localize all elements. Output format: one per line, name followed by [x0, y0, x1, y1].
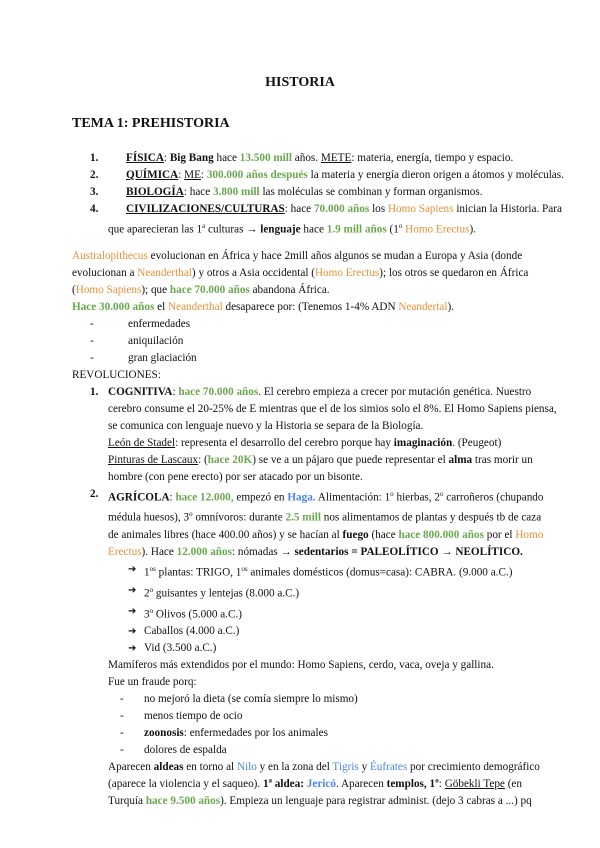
text: las moléculas se combinan y forman organismos. [259, 186, 483, 198]
text: ). [447, 300, 454, 313]
place-name: Tigris [332, 761, 359, 774]
text: nos alimentamos de plantas y después tb de caza [320, 512, 542, 525]
text: sedentarios = PALEOLÍTICO → NEOLÍTICO. [294, 546, 523, 559]
text: : ( [198, 453, 208, 466]
arrow-right-icon: ➔ [128, 626, 137, 638]
species-name: Homo Erectus [405, 223, 470, 236]
list-item [72, 725, 542, 742]
text: ( [72, 283, 76, 296]
text: : materia, energía, tiempo y espacio. [351, 152, 514, 164]
dash-bullet: - [120, 710, 124, 723]
text: culturas → [205, 223, 261, 236]
text: menos tiempo de ocio [144, 710, 243, 723]
text: años. [291, 152, 321, 164]
list-item [72, 150, 542, 167]
text: enfermedades [128, 317, 191, 330]
text: en torno al [183, 761, 237, 774]
paragraph-line [72, 506, 542, 527]
text: guisantes y lentejas (8.000 a.C.) [153, 587, 300, 600]
species-name: Neanderthal [137, 266, 192, 279]
document-body [72, 150, 564, 810]
text: Vid (3.500 a.C.) [144, 642, 217, 655]
text: o [149, 585, 154, 594]
text: omnívoros: durante [192, 512, 286, 525]
text: Göbekli Tepe [444, 778, 505, 791]
section-label: REVOLUCIONES: [72, 368, 161, 381]
paragraph-line [72, 282, 542, 299]
list-item [72, 384, 542, 401]
highlight-date: hace 20K [207, 453, 253, 466]
page-title: HISTORIA [265, 75, 335, 90]
text: lenguaje [260, 223, 301, 236]
arrow-list-item [72, 640, 542, 657]
text: : [169, 491, 176, 504]
text: 2 [144, 587, 150, 600]
place-name: Jericó [306, 778, 336, 791]
paragraph-line: Fue un fraude porq: [108, 676, 197, 689]
text: y [358, 761, 370, 774]
text: no mejoró la dieta (se comía siempre lo mismo) [144, 693, 358, 706]
text: animales domésticos (domus=casa): CABRA. (9.000 a.C.) [247, 566, 513, 579]
text: : [178, 169, 185, 181]
highlight-date: hace 70.000 años [169, 283, 250, 296]
arrow-list-item [72, 623, 542, 640]
paragraph-line: cerebro consume el 20-25% de E mientras que el de los simios solo el 8%. El Homo Sapiens piensa, [108, 402, 557, 415]
highlight-date: 3.800 mill [213, 186, 260, 198]
arrow-list-item [72, 561, 542, 582]
text: . El cerebro empieza a crecer por mutación genética. Nuestro [258, 385, 532, 398]
arrow-right-icon: ➔ [128, 564, 137, 576]
text: 1ª aldea: [263, 778, 304, 791]
text: (hace [368, 529, 399, 542]
text: tras morir un [472, 453, 533, 466]
place-name: Haga [287, 491, 313, 504]
highlight-date: 300.000 años después [206, 169, 308, 181]
dash-bullet: - [120, 744, 124, 757]
highlight-date: hace 70.000 años [178, 385, 259, 398]
text: desaparece por: (Tenemos 1-4% ADN [222, 300, 399, 313]
item-number: 4. [90, 203, 99, 215]
text: (aparece la violencia y el saqueo). [108, 778, 263, 791]
species-name: Neanderthal [168, 300, 223, 313]
paragraph-line [72, 265, 542, 282]
text: ). Hace [141, 546, 177, 559]
species-name: Neandertal [398, 300, 448, 313]
text: por crecimiento demográfico [407, 761, 540, 774]
text: : hace [183, 186, 214, 198]
text: : [163, 152, 170, 164]
species-name: Australopithecus [72, 249, 148, 262]
highlight-date: 2.5 mill [285, 512, 321, 525]
species-name: Homo [515, 529, 544, 542]
list-item [72, 708, 542, 725]
section-heading: TEMA 1: PREHISTORIA [72, 116, 230, 131]
dash-bullet: - [90, 334, 94, 347]
text: aldeas [153, 761, 184, 774]
list-item [72, 486, 542, 507]
text: : hace [284, 203, 314, 215]
place-name: Nilo [236, 761, 257, 774]
text: ); los otros se quedaron en África [379, 266, 529, 279]
text: . Aparecen [335, 778, 387, 791]
text: . (Peugeot) [452, 436, 502, 449]
arrow-right-icon: ➔ [128, 584, 137, 596]
text: aniquilación [128, 334, 184, 347]
item-number: 1. [90, 385, 99, 398]
text: los [369, 203, 388, 215]
text: Caballos (4.000 a.C.) [144, 625, 240, 638]
text: (1 [386, 223, 399, 236]
text: dolores de espalda [144, 744, 227, 757]
text: abandona África. [249, 283, 330, 296]
text: inician la Historia. Para [453, 203, 562, 215]
text: hace [300, 223, 327, 236]
text: ). Empieza un lenguaje para registrar administ. (dejo 3 cabras a ...) pq [220, 795, 532, 808]
text: a [202, 222, 206, 230]
item-label: BIOLOGÍA [126, 186, 184, 198]
item-number: 2. [90, 487, 99, 500]
item-number: 1. [90, 152, 99, 164]
text: carroñeros (chupando [443, 491, 544, 504]
highlight-date: hace 800.000 años [398, 529, 484, 542]
list-item [72, 201, 562, 218]
arrow-right-icon: ➔ [128, 605, 137, 617]
paragraph-line: se comunica con lenguaje nuevo y la Historia se separa de la Biología. [108, 419, 424, 432]
paragraph-line: hombre (con pene erecto) por ser atacado por un bisonte. [108, 470, 363, 483]
list-item [72, 350, 542, 367]
text: o [439, 489, 444, 498]
dash-bullet: - [90, 317, 94, 330]
list-item [72, 691, 542, 708]
species-name: Homo Erectus [314, 266, 380, 279]
arrow-list-item [72, 582, 542, 603]
text: fuego [342, 529, 369, 542]
paragraph-line [72, 248, 542, 265]
text: . Alimentación: 1 [312, 491, 391, 504]
text: o [390, 489, 394, 498]
text: o [398, 222, 403, 230]
text: o [189, 510, 193, 519]
text: ME [184, 169, 201, 181]
text: empezó en [233, 491, 288, 504]
text: 3 [144, 608, 150, 621]
text: ) y otros a Asia occidental ( [191, 266, 315, 279]
text: evolucionan en África y hace 2mill años algunos se mudan a Europa y Asia (donde [147, 249, 523, 262]
text: la materia y energía dieron origen a átomos y moléculas. [307, 169, 564, 181]
text: : nómadas → [231, 546, 295, 559]
text: o [149, 606, 154, 615]
text: que aparecieran las 1 [108, 223, 203, 236]
arrow-list-item [72, 603, 542, 624]
paragraph-line: Mamíferos más extendidos por el mundo: Homo Sapiens, cerdo, vaca, oveja y gallina. [108, 659, 494, 672]
paragraph-line [72, 435, 542, 452]
item-label: FÍSICA [126, 152, 164, 164]
dash-bullet: - [120, 693, 124, 706]
place-name: Éufrates [369, 761, 408, 774]
text: evolucionan a [72, 266, 138, 279]
text: os [149, 565, 156, 574]
text: ) se ve a un pájaro que puede representar el [252, 453, 449, 466]
list-item [72, 316, 542, 333]
highlight-date: 1.9 mill años [326, 223, 387, 236]
list-item-continuation [72, 218, 542, 239]
highlight-date: 70.000 años [313, 203, 370, 215]
text: el [154, 300, 169, 313]
paragraph-line [72, 759, 542, 776]
text: : [438, 778, 445, 791]
text: : representa el desarrollo del cerebro porque hay [175, 436, 394, 449]
highlight-date: Hace 30.000 años [72, 300, 155, 313]
paragraph-line [72, 544, 542, 561]
highlight-date: 12.000 años [176, 546, 232, 559]
text: 1 [144, 566, 150, 579]
dash-bullet: - [90, 351, 94, 364]
highlight-date: 13.500 mill [239, 152, 292, 164]
paragraph-line [72, 776, 542, 793]
text: Olivos (5.000 a.C.) [153, 608, 242, 621]
text: ). [469, 223, 476, 236]
list-item [72, 167, 564, 184]
text: (en [504, 778, 522, 791]
text: alma [448, 453, 473, 466]
text: Turquía [108, 795, 146, 808]
text: ); que [141, 283, 170, 296]
text: METE [320, 152, 352, 164]
item-number: 3. [90, 186, 99, 198]
species-name: Homo Sapiens [75, 283, 142, 296]
list-item [72, 184, 542, 201]
item-label: CIVILIZACIONES/CULTURAS [126, 203, 285, 215]
text: os [241, 565, 248, 574]
arrow-right-icon: ➔ [128, 643, 137, 655]
paragraph-line [72, 452, 542, 469]
item-number: 2. [90, 169, 99, 181]
dash-bullet: - [120, 727, 124, 740]
list-item [72, 742, 542, 759]
text: : [172, 385, 179, 398]
text: y en la zona del [256, 761, 333, 774]
text: Aparecen [108, 761, 154, 774]
text: Pinturas de Lascaux [108, 453, 199, 466]
text: : enfermedades por los animales [183, 727, 328, 740]
item-label: COGNITIVA [108, 385, 173, 398]
item-label: AGRÍCOLA [108, 491, 170, 504]
text: médula huesos), 3 [108, 512, 190, 525]
species-name: Homo Sapiens [387, 203, 454, 215]
text: templos, 1º [386, 778, 439, 791]
species-name: Erectus [108, 546, 142, 559]
text: por el [483, 529, 516, 542]
text: : [200, 169, 207, 181]
text: hace [213, 152, 240, 164]
paragraph-line [72, 299, 542, 316]
text: de animales libres (hace 400.00 años) y se hacían al [108, 529, 343, 542]
paragraph-line [72, 793, 542, 810]
highlight-date: hace 12.000, [175, 491, 234, 504]
text: plantas: TRIGO, 1 [155, 566, 242, 579]
text: Big Bang [169, 152, 214, 164]
highlight-date: hace 9.500 años [145, 795, 221, 808]
text: zoonosis [144, 727, 184, 740]
paragraph-line [72, 527, 542, 544]
list-item [72, 333, 542, 350]
text: hierbas, 2 [393, 491, 440, 504]
item-label: QUÍMICA [126, 169, 179, 181]
text: León de Stadel [108, 436, 176, 449]
text: imaginación [393, 436, 453, 449]
text: gran glaciación [128, 351, 197, 364]
